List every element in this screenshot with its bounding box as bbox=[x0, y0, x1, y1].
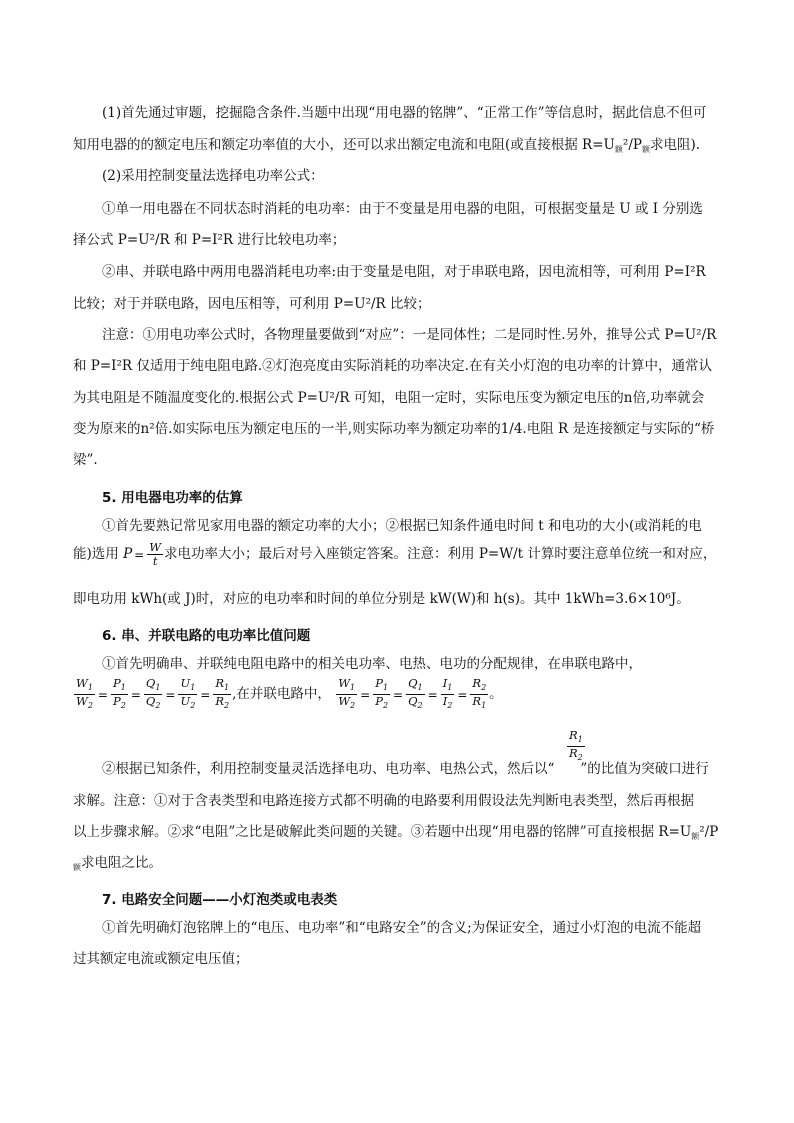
ratio-w: $\frac{W_1}{W_2}$ bbox=[76, 676, 93, 710]
para9-line1: ①首先明确灯泡铭牌上的“电压、电功率”和“电路安全”的含义;为保证安全，通过小灯泡的电流不能超 bbox=[102, 920, 702, 936]
para6-line1: ①首先要熟记常见家用电器的额定功率的大小；②根据已知条件通电时间 t 和电功的大小(或消耗的电 bbox=[102, 518, 702, 534]
para1-line2-end: 求电阻). bbox=[649, 137, 701, 153]
ratio-r-parallel: $\frac{R_2}{R_1}$ bbox=[472, 676, 487, 710]
para5-line3: 为其电阻是不随温度变化的.根据公式 P=U²/R 可知，电阻一定时，实际电压变为额定电压的n倍,功率就会 bbox=[73, 390, 705, 406]
heading-6: 6. 串、并联电路的电功率比值问题 bbox=[102, 628, 311, 644]
para8-line1-post: ”的比值为突破口进行 bbox=[580, 761, 709, 777]
formula-equals: = bbox=[134, 547, 145, 562]
para6-line3: 即电功用 kWh(或 J)时，对应的电功率和时间的单位分别是 kW(W)和 h(s)。其中 1kWh=3.6×10⁶J。 bbox=[73, 591, 690, 607]
para4-line1: ②串、并联电路中两用电器消耗电功率:由于变量是电阻，对于串联电路，因电流相等，可利用 P=I²R bbox=[102, 264, 706, 280]
ratio-r: $\frac{R_1}{R_2}$ bbox=[215, 676, 230, 710]
para1-line2-mid: ²/P bbox=[622, 137, 642, 153]
para5-line1: 注意：①用电功率公式时，各物理量要做到“对应”：一是同体性；二是同时性.另外，推导公式 P=U²/R bbox=[102, 327, 717, 343]
para2-line1: (2)采用控制变量法选择电功率公式： bbox=[102, 168, 324, 184]
para9-line2: 过其额定电流或额定电压值； bbox=[73, 951, 249, 967]
para4-line2: 比较；对于并联电路，因电压相等，可利用 P=U²/R 比较； bbox=[73, 296, 431, 312]
para8-line1-pre: ②根据已知条件，利用控制变量灵活选择电功、电功率、电热公式，然后以“ bbox=[102, 761, 555, 777]
para8-line2: 求解。注意：①对于含表类型和电路连接方式都不明确的电路要利用假设法先判断电表类型，然后再根据 bbox=[73, 793, 694, 809]
para8-line4: $_额$求电阻之比。 bbox=[73, 855, 162, 872]
ratio-p: $\frac{P_1}{P_2}$ bbox=[112, 676, 126, 710]
ratio-formulas: $\frac{W_1}{W_2}$ = $\frac{P_1}{P_2}$ = $\frac{Q_1}{Q_2}$ = $\frac{U_1}{U_2}$ = $\frac{R_1}{R_2}$ ,在并联电路中， $\frac{W_1}{W_2}$ = $\frac{P_1}{P_2}$ = $\frac{Q_1}{Q_2}$ = $\frac{I_1}{I_2}$ = $\frac{R_2}{R_1}$ 。 bbox=[76, 676, 503, 710]
ratio-i-parallel: $\frac{I_1}{I_2}$ bbox=[442, 676, 453, 710]
para1-sub2: 额 bbox=[641, 145, 650, 154]
para7-line1: ①首先明确串、并联纯电阻电路中的相关电功率、电热、电功的分配规律，在串联电路中， bbox=[102, 656, 642, 672]
r1-over-r2: $\frac{R_1}{R_2}$ bbox=[569, 728, 583, 762]
para8-line1 bbox=[102, 759, 709, 779]
para1-line2 bbox=[73, 135, 700, 160]
para5-line4: 变为原来的n²倍.如实际电压为额定电压的一半,则实际功率为额定功率的1/4.电阻 R 是连接额定与实际的“桥 bbox=[73, 421, 715, 437]
formula-denominator: t bbox=[152, 554, 158, 568]
para6-line2-pre: 能)选用 bbox=[73, 546, 119, 562]
formula-numerator: W bbox=[149, 540, 162, 554]
para3-line1: ①单一用电器在不同状态时消耗的电功率：由于不变量是用电器的电阻，可根据变量是 U 或 I 分别选 bbox=[102, 201, 703, 217]
para1-sub1: 额 bbox=[614, 145, 623, 154]
para5-line2: 和 P=I²R 仅适用于纯电阻电路.②灯泡亮度由实际消耗的功率决定.在有关小灯泡的电功率的计算中，通常认 bbox=[73, 358, 712, 374]
series-mid-text: ,在并联电路中， bbox=[232, 686, 331, 702]
formula-w-over-t bbox=[147, 541, 163, 568]
ratio-u: $\frac{U_1}{U_2}$ bbox=[180, 676, 196, 710]
ratio-w-parallel: $\frac{W_1}{W_2}$ bbox=[338, 676, 356, 710]
ratio-p-parallel: $\frac{P_1}{P_2}$ bbox=[375, 676, 389, 710]
para7-end: 。 bbox=[489, 686, 503, 702]
heading-5: 5. 用电器电功率的估算 bbox=[102, 490, 243, 506]
para1-line2-text: 知用电器的的额定电压和额定功率值的大小，还可以求出额定电流和电阻(或直接根据 R=U bbox=[73, 137, 615, 153]
ratio-q-parallel: $\frac{Q_1}{Q_2}$ bbox=[408, 676, 423, 710]
para6-line2 bbox=[73, 541, 716, 568]
formula-p: P bbox=[123, 546, 133, 562]
para3-line2: 择公式 P=U²/R 和 P=I²R 进行比较电功率； bbox=[73, 232, 346, 248]
para6-line2-post: 求电功率大小；最后对号入座锁定答案。注意：利用 P=W/t 计算时要注意单位统一和对应， bbox=[164, 546, 717, 562]
para8-line3: 以上步骤求解。②求“电阻”之比是破解此类问题的关键。③若题中出现“用电器的铭牌”可直接根据 $R=U_额^2/P$ bbox=[73, 824, 719, 841]
para5-line5: 梁”. bbox=[73, 452, 98, 468]
heading-7: 7. 电路安全问题——小灯泡类或电表类 bbox=[102, 892, 338, 908]
para1-line1: (1)首先通过审题，挖掘隐含条件.当题中出现“用电器的铭牌”、“正常工作”等信息时，据此信息不但可 bbox=[102, 105, 707, 121]
ratio-q: $\frac{Q_1}{Q_2}$ bbox=[145, 676, 161, 710]
